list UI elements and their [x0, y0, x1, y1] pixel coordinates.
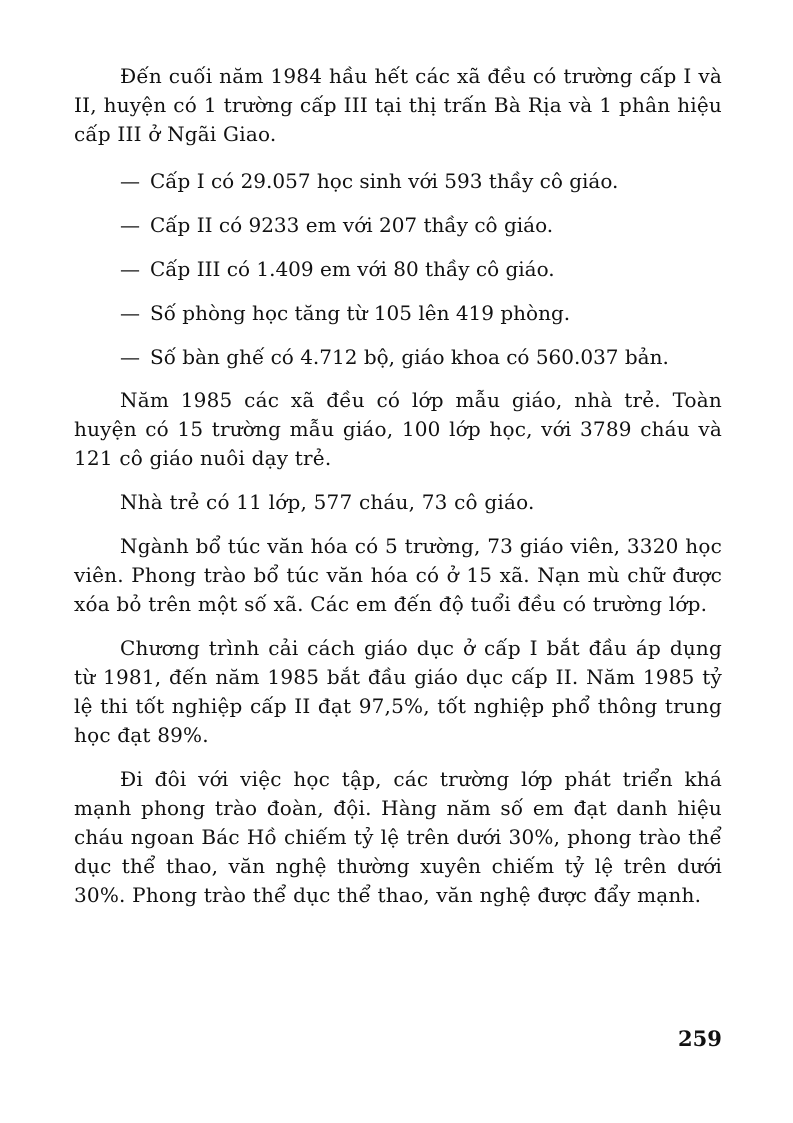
list-item — [74, 299, 722, 328]
nursery-paragraph: Nhà trẻ có 11 lớp, 577 cháu, 73 cô giáo. — [120, 490, 535, 514]
education-reform-paragraph: Chương trình cải cách giáo dục ở cấp I bắt đầu áp dụng từ 1981, đến năm 1985 bắt đầu giáo dục cấp II. Năm 1985 tỷ lệ thi tốt nghiệp cấp II đạt 97,5%, tốt nghiệp phổ thông trung học đạt 89%. — [74, 636, 722, 747]
list-item-text: Cấp II có 9233 em với 207 thầy cô giáo. — [150, 213, 554, 237]
page-body — [74, 62, 722, 910]
dash-marker: — — [120, 169, 140, 193]
list-item — [74, 255, 722, 284]
dash-marker: — — [120, 213, 140, 237]
youth-movement-paragraph: Đi đôi với việc học tập, các trường lớp phát triển khá mạnh phong trào đoàn, đội. Hàng năm số em đạt danh hiệu cháu ngoan Bác Hồ chiếm tỷ lệ trên dưới 30%, phong trào thể dục thể thao, văn nghệ thường xuyên chiếm tỷ lệ trên dưới 30%. Phong trào thể dục thể thao, văn nghệ được đẩy mạnh. — [74, 767, 722, 907]
list-item-text: Cấp I có 29.057 học sinh với 593 thầy cô giáo. — [150, 169, 619, 193]
statistics-list — [74, 167, 722, 372]
list-item — [74, 343, 722, 372]
list-item — [74, 211, 722, 240]
intro-paragraph: Đến cuối năm 1984 hầu hết các xã đều có trường cấp I và II, huyện có 1 trường cấp III tại thị trấn Bà Rịa và 1 phân hiệu cấp III ở Ngãi Giao. — [74, 64, 722, 146]
dash-marker: — — [120, 257, 140, 281]
page-number: 259 — [678, 1026, 722, 1051]
list-item-text: Số bàn ghế có 4.712 bộ, giáo khoa có 560.037 bản. — [150, 345, 669, 369]
dash-marker: — — [120, 301, 140, 325]
list-item — [74, 167, 722, 196]
list-item-text: Số phòng học tăng từ 105 lên 419 phòng. — [150, 301, 571, 325]
list-item-text: Cấp III có 1.409 em với 80 thầy cô giáo. — [150, 257, 555, 281]
kindergarten-paragraph: Năm 1985 các xã đều có lớp mẫu giáo, nhà trẻ. Toàn huyện có 15 trường mẫu giáo, 100 lớp học, với 3789 cháu và 121 cô giáo nuôi dạy trẻ. — [74, 388, 722, 470]
supplementary-education-paragraph: Ngành bổ túc văn hóa có 5 trường, 73 giáo viên, 3320 học viên. Phong trào bổ túc văn hóa có ở 15 xã. Nạn mù chữ được xóa bỏ trên một số xã. Các em đến độ tuổi đều có trường lớp. — [74, 534, 722, 616]
dash-marker: — — [120, 345, 140, 369]
